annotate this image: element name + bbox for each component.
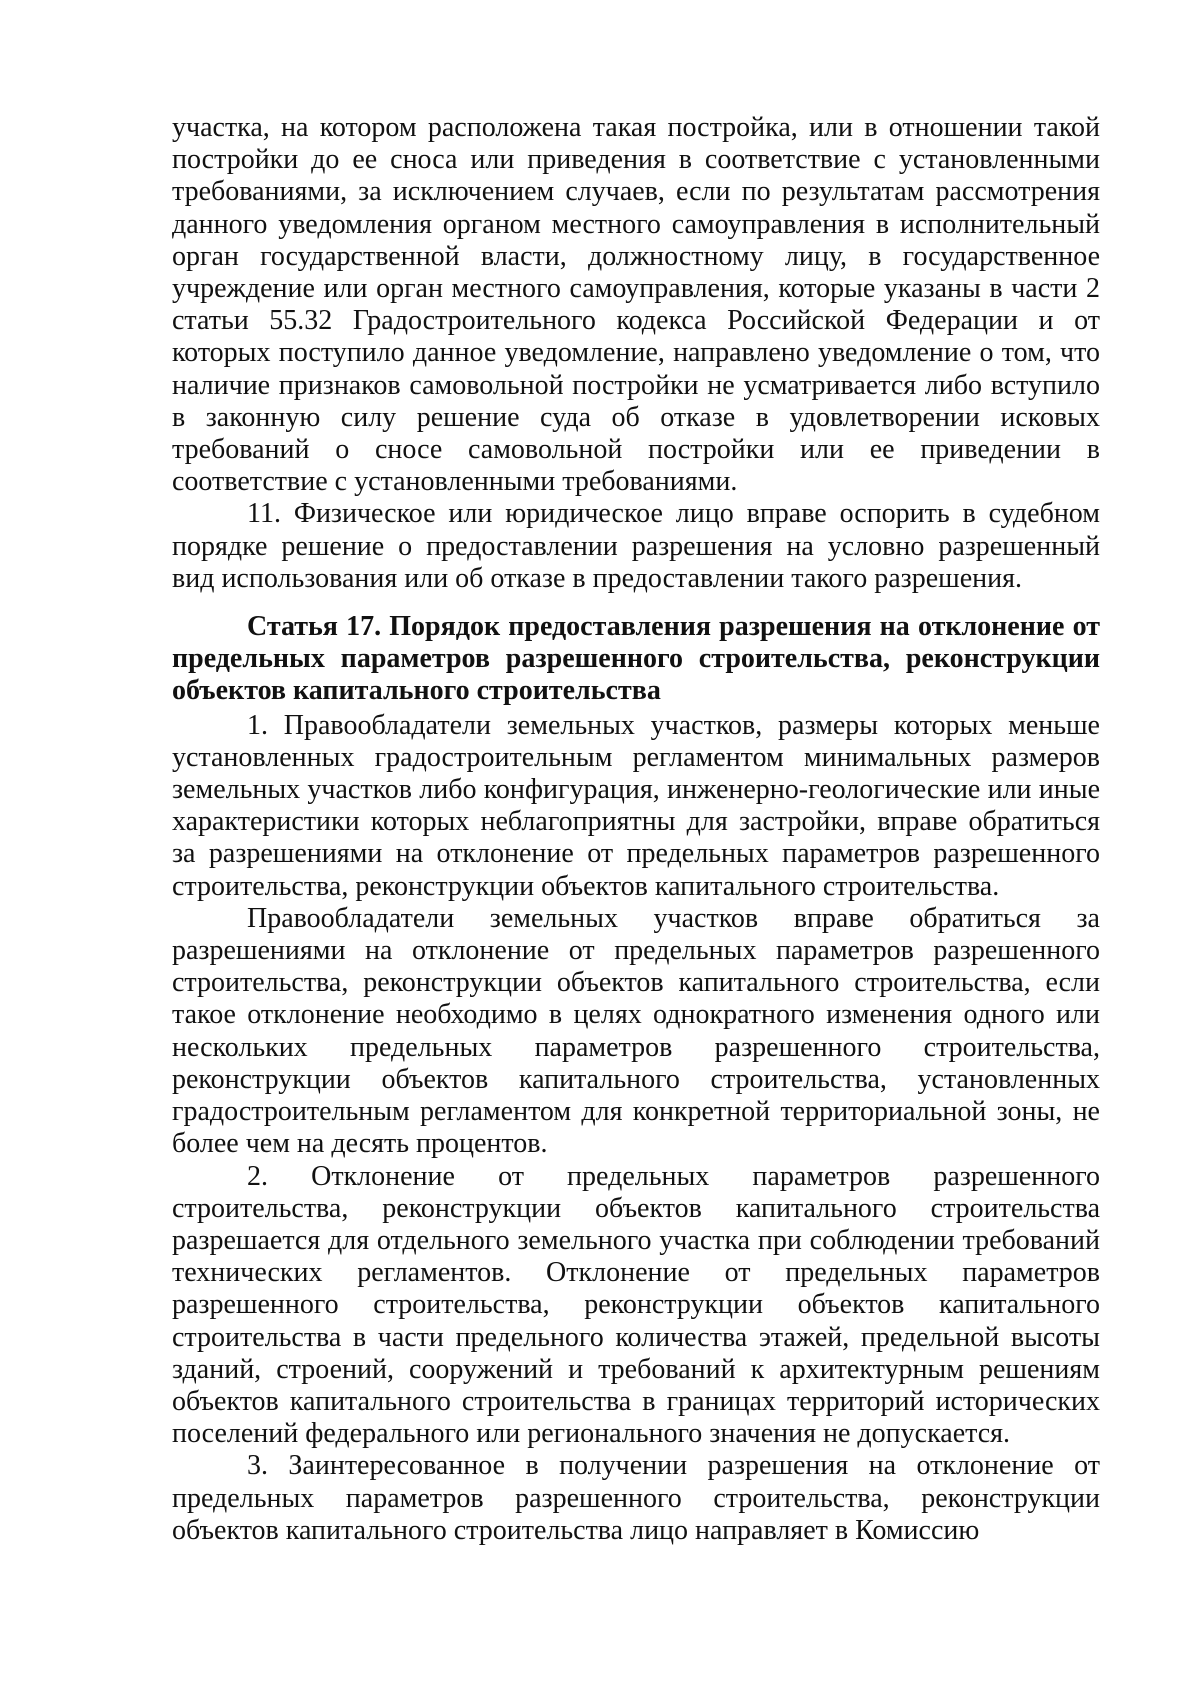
article-paragraph-1-continued: Правообладатели земельных участков вправе обратиться за разрешениями на отклонение от предельных параметров разрешенного строительства, реконструкции объектов капитального строительства, если такое отклонение необходимо в целях однократного изменения одного или нескольких предельных параметров разрешенного строительства, реконструкции объектов капитального строительства, установленных градостроительным регламентом для конкретной территориальной зоны, не более чем на десять процентов. xyxy=(172,902,1100,1160)
continuation-paragraph: участка, на котором расположена такая постройка, или в отношении такой постройки до ее сноса или приведения в соответствие с установленными требованиями, за исключением случаев, если по результатам рассмотрения данного уведомления органом местного самоуправления в исполнительный орган государственной власти, должностному лицу, в государственное учреждение или орган местного самоуправления, которые указаны в части 2 статьи 55.32 Градостроительного кодекса Российской Федерации и от которых поступило данное уведомление, направлено уведомление о том, что наличие признаков самовольной постройки не усматривается либо вступило в законную силу решение суда об отказе в удовлетворении исковых требований о сносе самовольной постройки или ее приведении в соответствие с установленными требованиями. xyxy=(172,112,1100,498)
article-17-heading: Статья 17. Порядок предоставления разрешения на отклонение от предельных параметров разрешенного строительства, реконструкции объектов капитального строительства xyxy=(172,611,1100,707)
article-paragraph-1: 1. Правообладатели земельных участков, размеры которых меньше установленных градостроительным регламентом минимальных размеров земельных участков либо конфигурация, инженерно-геологические или иные характеристики которых неблагоприятны для застройки, вправе обратиться за разрешениями на отклонение от предельных параметров разрешенного строительства, реконструкции объектов капитального строительства. xyxy=(172,709,1100,902)
document-page xyxy=(172,112,1100,1547)
article-paragraph-3: 3. Заинтересованное в получении разрешения на отклонение от предельных параметров разрешенного строительства, реконструкции объектов капитального строительства лицо направляет в Комиссию xyxy=(172,1450,1100,1546)
paragraph-11: 11. Физическое или юридическое лицо вправе оспорить в судебном порядке решение о предоставлении разрешения на условно разрешенный вид использования или об отказе в предоставлении такого разрешения. xyxy=(172,498,1100,594)
article-paragraph-2: 2. Отклонение от предельных параметров разрешенного строительства, реконструкции объектов капитального строительства разрешается для отдельного земельного участка при соблюдении требований технических регламентов. Отклонение от предельных параметров разрешенного строительства, реконструкции объектов капитального строительства в части предельного количества этажей, предельной высоты зданий, строений, сооружений и требований к архитектурным решениям объектов капитального строительства в границах территорий исторических поселений федерального или регионального значения не допускается. xyxy=(172,1160,1100,1450)
